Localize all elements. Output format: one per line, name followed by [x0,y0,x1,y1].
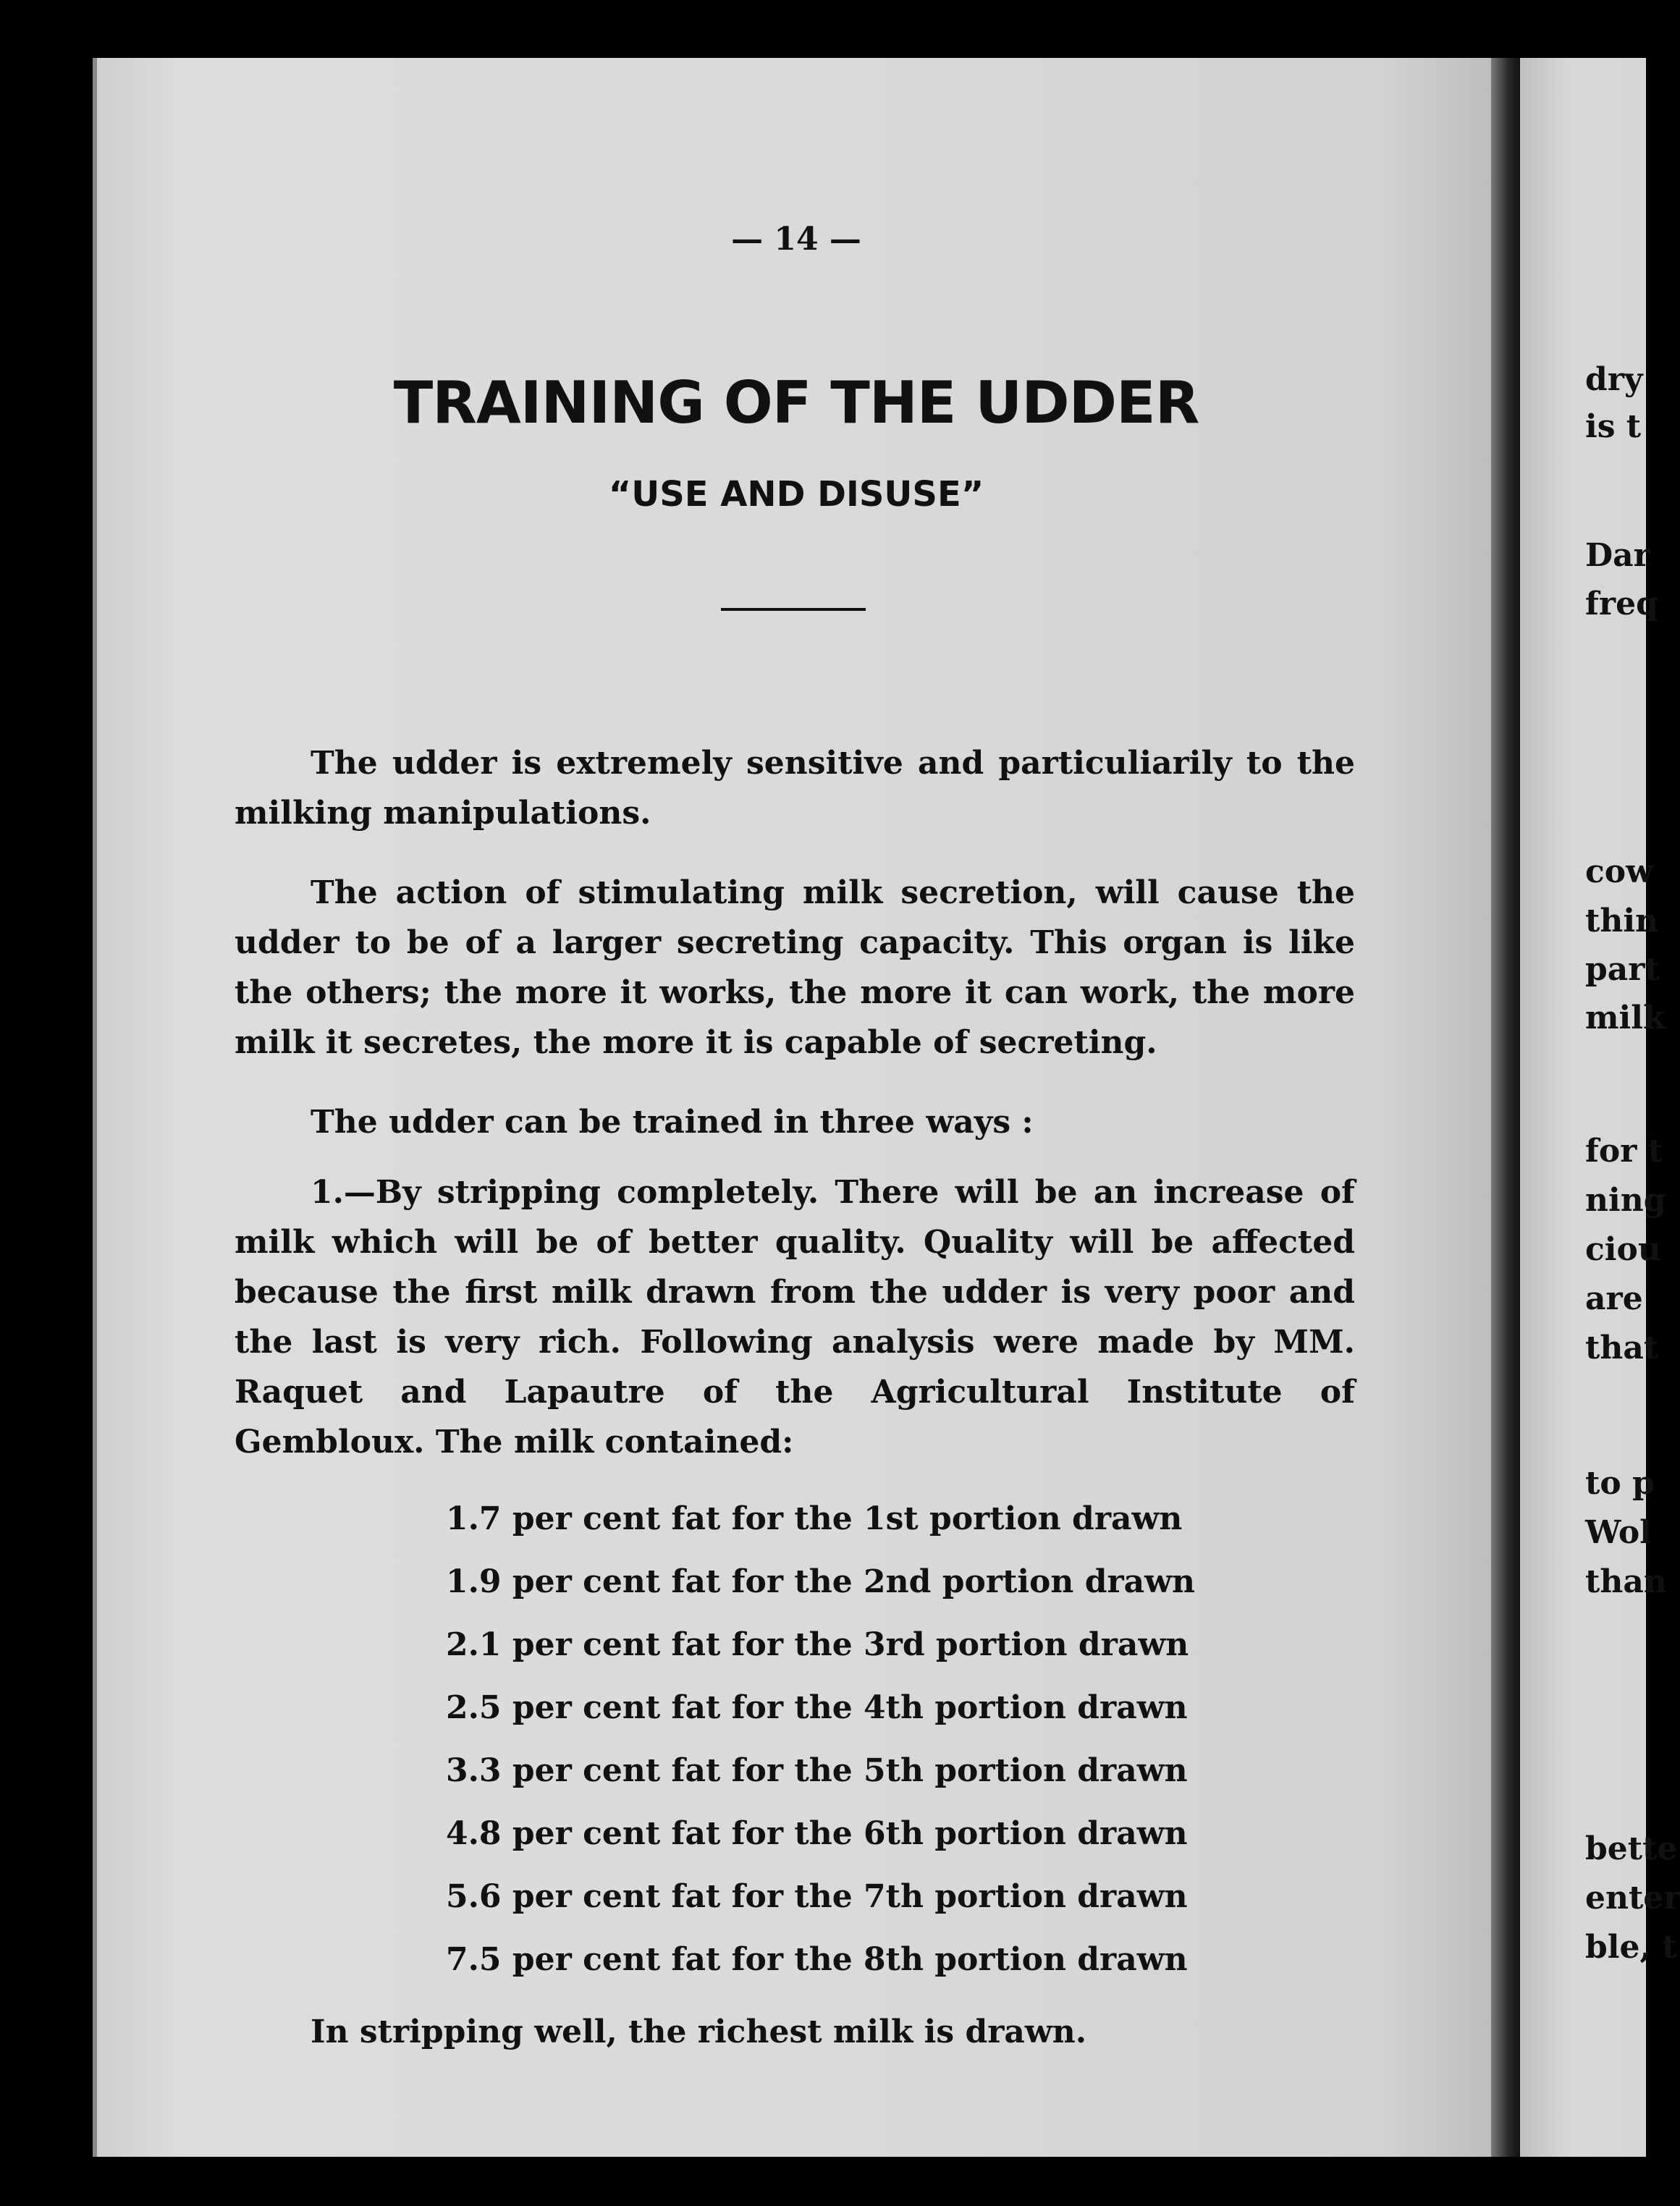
page-subtitle: “USE AND DISUSE” [608,474,984,515]
facing-line: than [1585,1563,1667,1600]
page-number: — 14 — [731,221,861,258]
list-item: 2.1 per cent fat for the 3rd portion drawn [446,1626,1189,1663]
title-rule [721,608,866,611]
facing-line: that [1585,1330,1659,1366]
facing-line: is t [1585,408,1642,445]
facing-line: for t [1585,1133,1663,1170]
facing-line: to p [1585,1465,1655,1502]
list-item: 2.5 per cent fat for the 4th portion drawn [446,1689,1188,1726]
list-item: 4.8 per cent fat for the 6th portion drawn [446,1815,1188,1852]
list-item: 3.3 per cent fat for the 5th portion drawn [446,1752,1188,1789]
facing-line: part [1585,951,1660,988]
fat-analysis-list [235,1487,1355,1991]
list-item: 7.5 per cent fat for the 8th portion drawn [446,1941,1188,1978]
closing-paragraph: In stripping well, the richest milk is drawn. [311,2013,1087,2050]
paragraph: The udder can be trained in three ways : [311,1104,1034,1141]
facing-line: enter [1585,1880,1680,1916]
left-page [93,58,1495,2157]
facing-line: cow [1585,853,1654,890]
facing-line: Dar [1585,537,1650,574]
paragraph: The action of stimulating milk secretion, will cause the udder to be of a larger secreting capacity. This organ is like the others; the more it works, the more it can work, the more milk it secretes, the more it is capable of secreting. [235,874,1355,1061]
book-gutter [1491,58,1520,2157]
facing-line: ble, t [1585,1929,1677,1966]
list-item: 1.7 per cent fat for the 1st portion drawn [446,1500,1183,1537]
page-title: TRAINING OF THE UDDER [393,369,1199,436]
facing-line: ning [1585,1182,1666,1219]
facing-line: dry [1585,361,1643,398]
list-item: 1.9 per cent fat for the 2nd portion drawn [446,1563,1196,1600]
facing-line: freq [1585,586,1658,622]
facing-line: thin [1585,903,1659,939]
list-item: 5.6 per cent fat for the 7th portion drawn [446,1878,1188,1915]
facing-line: ciou [1585,1231,1661,1268]
body-text [235,738,1355,2087]
facing-line: bette [1585,1830,1678,1867]
paragraph: 1.—By stripping completely. There will be an increase of milk which will be of better quality. Quality will be affected because the first milk drawn from the udder is very poor and the last is very rich. Following analysis were made by MM. Raquet and Lapautre of the Agricultural Institute of Gembloux. The milk contained: [235,1174,1355,1461]
facing-line: Wol [1585,1514,1652,1551]
facing-line: milk [1585,1000,1666,1036]
paragraph: The udder is extremely sensitive and particuliarily to the milking manipulations. [235,745,1355,832]
facing-line: are [1585,1280,1643,1317]
